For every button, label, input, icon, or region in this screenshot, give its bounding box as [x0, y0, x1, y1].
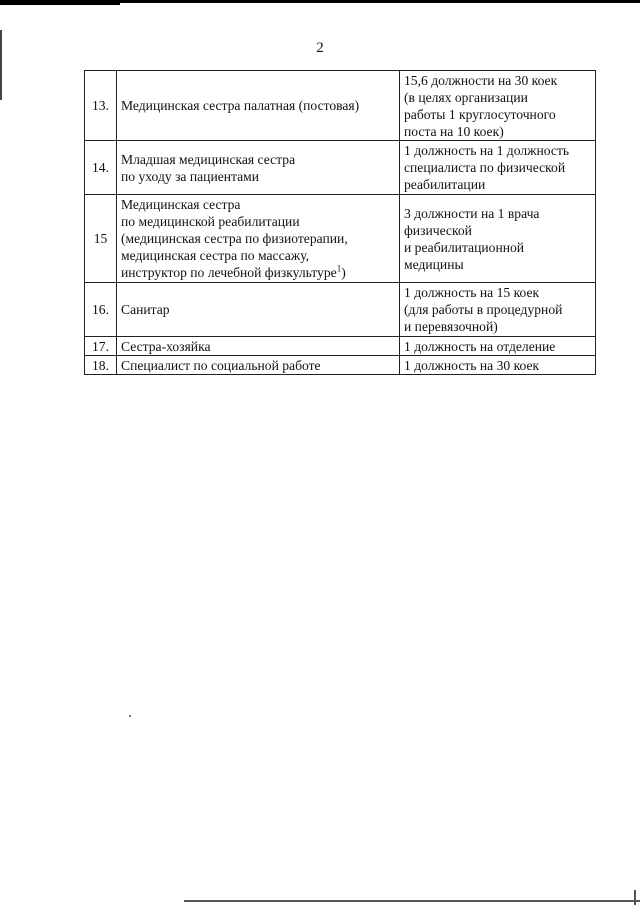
norm-line: медицины	[404, 256, 464, 272]
table-row	[85, 356, 596, 375]
position-cell	[117, 71, 400, 141]
position-line-text: инструктор по лечебной физкультуре	[121, 265, 337, 280]
position-line: Специалист по социальной работе	[121, 357, 321, 373]
norm-line: 1 должность на 30 коек	[404, 357, 540, 373]
position-cell	[117, 283, 400, 337]
norm-line: реабилитации	[404, 177, 486, 192]
norm-line: 3 должности на 1 врача	[404, 205, 540, 221]
position-line-end: )	[341, 265, 346, 280]
row-number: 16.	[85, 283, 117, 337]
position-cell	[117, 356, 400, 375]
table-row	[85, 195, 596, 283]
table-row	[85, 283, 596, 337]
position-line: Медицинская сестра	[121, 197, 241, 212]
table-row	[85, 337, 596, 356]
table-row	[85, 141, 596, 195]
position-line: медицинская сестра по массажу,	[121, 248, 310, 263]
row-number: 14.	[85, 141, 117, 195]
row-number: 15	[85, 195, 117, 283]
norm-cell	[400, 337, 596, 356]
norm-line: 1 должность на 1 должность	[404, 143, 570, 158]
norm-line: физической	[404, 222, 472, 238]
position-line: Младшая медицинская сестра	[121, 151, 296, 167]
position-cell	[117, 141, 400, 195]
norm-line: 1 должность на отделение	[404, 338, 556, 354]
position-line: (медицинская сестра по физиотерапии,	[121, 231, 348, 246]
position-line: по медицинской реабилитации	[121, 214, 300, 229]
norm-cell	[400, 141, 596, 195]
norm-cell	[400, 356, 596, 375]
position-cell	[117, 337, 400, 356]
scan-edge-top-left	[0, 0, 120, 5]
norm-cell	[400, 71, 596, 141]
norm-line: и реабилитационной	[404, 239, 525, 255]
row-number: 17.	[85, 337, 117, 356]
page-number: 2	[316, 40, 324, 56]
norm-line: (для работы в процедурной	[404, 302, 563, 317]
row-number: 13.	[85, 71, 117, 141]
norm-line: работы 1 круглосуточного	[404, 106, 556, 122]
position-cell	[117, 195, 400, 283]
scan-edge-right	[634, 890, 636, 905]
staffing-table	[84, 70, 596, 375]
position-line	[121, 264, 395, 281]
position-line: по уходу за пациентами	[121, 168, 260, 184]
norm-line: 1 должность на 15 коек	[404, 285, 540, 300]
position-line: Медицинская сестра палатная (постовая)	[121, 98, 360, 113]
position-line: Сестра-хозяйка	[121, 338, 211, 354]
footnote-marker: 1	[336, 263, 342, 274]
norm-line: специалиста по физической	[404, 160, 566, 175]
row-number: 18.	[85, 356, 117, 375]
norm-line: (в целях организации	[404, 89, 528, 105]
norm-line: 15,6 должности на 30 коек	[404, 72, 558, 88]
norm-line: и перевязочной)	[404, 319, 498, 334]
norm-cell	[400, 195, 596, 283]
norm-line: поста на 10 коек)	[404, 123, 504, 139]
position-line: Санитар	[121, 302, 170, 317]
scan-edge-bottom	[184, 900, 640, 902]
table-row	[85, 71, 596, 141]
scan-speck	[129, 715, 131, 717]
norm-cell	[400, 283, 596, 337]
